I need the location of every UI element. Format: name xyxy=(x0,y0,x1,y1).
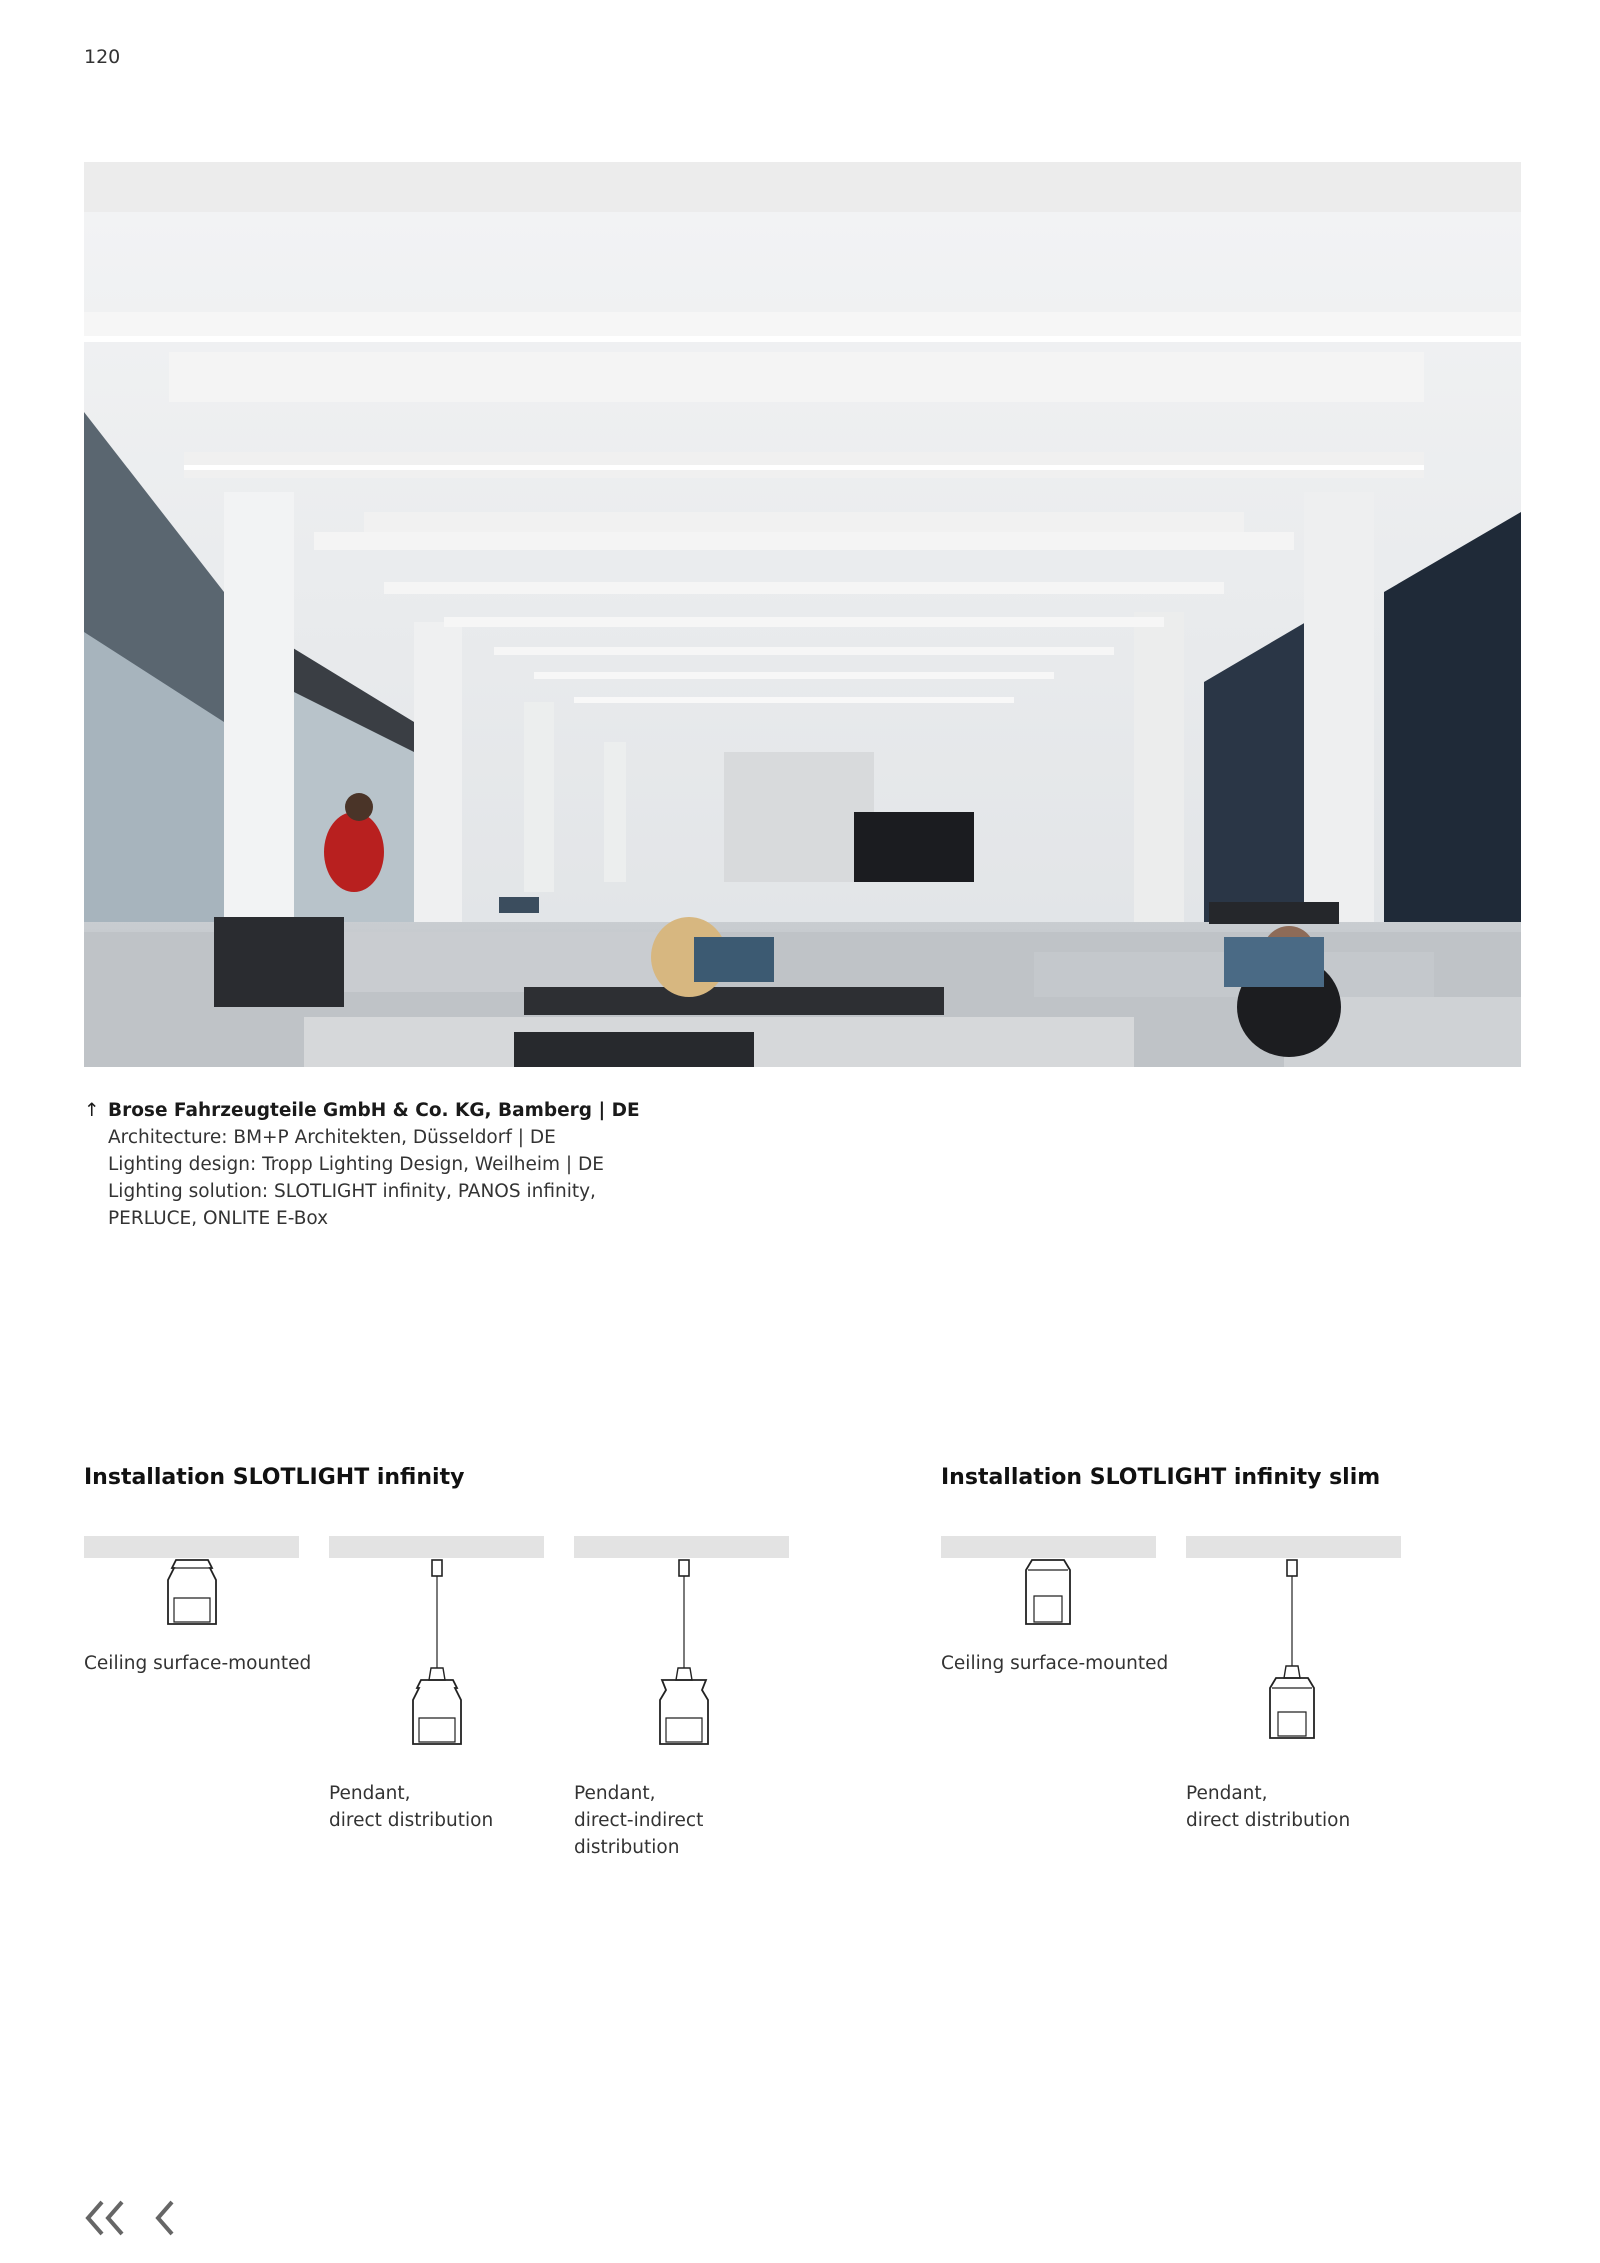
ceiling-bar xyxy=(329,1536,544,1558)
caption-project-text: Brose Fahrzeugteile GmbH & Co. KG, Bamberg | DE xyxy=(108,1100,640,1121)
caption-lighting-solution: Lighting solution: SLOTLIGHT infinity, PANOS infinity, xyxy=(108,1181,596,1202)
first-page-button[interactable] xyxy=(82,2198,128,2242)
caption-lighting-solution-cont: PERLUCE, ONLITE E-Box xyxy=(108,1208,329,1229)
ceiling-bar xyxy=(941,1536,1156,1558)
arrow-up-icon: ↑ xyxy=(84,1100,100,1121)
ceiling-bar xyxy=(84,1536,299,1558)
caption-project xyxy=(84,1097,684,1124)
diagram-label: Ceiling surface-mounted xyxy=(84,1653,312,1674)
office-photo xyxy=(84,162,1521,1067)
section-title-slotlight-infinity: Installation SLOTLIGHT infinity xyxy=(84,1465,465,1490)
pendant-direct-luminaire-icon xyxy=(409,1558,465,1752)
section-title-slotlight-infinity-slim: Installation SLOTLIGHT infinity slim xyxy=(941,1465,1381,1490)
ceiling-bar xyxy=(1186,1536,1401,1558)
caption-architecture: Architecture: BM+P Architekten, Düsseldorf | DE xyxy=(108,1127,556,1148)
chevron-left-icon xyxy=(152,2198,178,2238)
diagram-label: Pendant, direct distribution xyxy=(1186,1783,1351,1831)
double-chevron-left-icon xyxy=(82,2198,128,2238)
page-number: 120 xyxy=(84,46,121,68)
ceiling-bar xyxy=(574,1536,789,1558)
previous-page-button[interactable] xyxy=(152,2198,178,2242)
photo-caption xyxy=(84,1097,684,1232)
diagram-label: Pendant, direct distribution xyxy=(329,1783,494,1831)
slim-surface-mounted-luminaire-icon xyxy=(1024,1558,1072,1630)
diagram-label: Pendant, direct-indirect distribution xyxy=(574,1783,704,1858)
surface-mounted-luminaire-icon xyxy=(166,1558,218,1630)
caption-lighting-design: Lighting design: Tropp Lighting Design, Weilheim | DE xyxy=(108,1154,604,1175)
pendant-direct-indirect-luminaire-icon xyxy=(656,1558,712,1752)
slim-pendant-direct-luminaire-icon xyxy=(1268,1558,1316,1752)
diagram-label: Ceiling surface-mounted xyxy=(941,1653,1169,1674)
